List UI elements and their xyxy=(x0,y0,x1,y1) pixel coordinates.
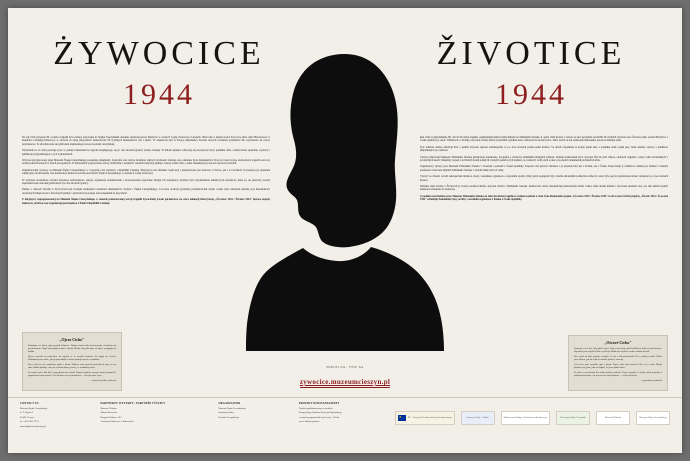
footer-line: Miasto Hawierzów xyxy=(100,412,118,415)
footer-line: Europejskiego Funduszu Rozwoju Regionalnego xyxy=(298,412,342,415)
footer-line: Muzeum Śląska Cieszyńskiego xyxy=(20,407,48,410)
title-word-czech: ŽIVOTICE xyxy=(436,35,626,72)
testimony-paragraph: Przez całą noc nie mogliśmy wyjść z domu. Dopiero rano sąsiedzi powiedzieli nam, co się stało. Matka płakała, a my nie rozumieliśmy jeszcze, że zostaliśmy sami. xyxy=(28,364,116,369)
paragraph: Na rok 1914 przypada 80. rocznica tragedii żywocickiej, nazywanej na Śląsku Cieszyńskim okrutnie określonej przez Niemców w czasie II wojny światowej. 6 sierpnia 1944 roku w miejscowości Żywocice (dziś część Hawierzowa w Republice Czeskiej) hitlerowcy w odwecie za akcję partyzantów zamordowali 36 cywilnych mieszkańców wsi i okolic. W większości byli to Polacy, mieszkańcy Zaolzia, których wcześniej wysiedlono lub wywieziono na roboty przymusowe. Ta zbrodnia stała się symbolem niemieckiego terroru na ziemi cieszyńskiej. xyxy=(22,136,270,146)
testimony-title: „Otcové Cicho" xyxy=(604,340,632,345)
footer-line: Powiatu Cieszyńskiego xyxy=(218,416,239,419)
paragraph: Wystawa przygotowana przez Muzeum Śląska Cieszyńskiego prezentuje dokumenty, fotografie oraz relacje świadków tamtych wydarzeń. Ukazuje ona codzienne życie mieszkańców Żywocic przed wojną, okoliczności tragedii oraz losy rodzin pomordowanych w latach powojennych. W materiałach wykorzystano zbiory archiwalne z polskich i czeskich instytucji pamięci, relacje rodzin ofiar, a także dokumenty procesowe sprawców zbrodni. xyxy=(22,159,270,166)
testimony-title: „Ojcze Cicho" xyxy=(59,337,85,342)
logo-caption: EU – Europejski Fundusz Rozwoju Regionalnego xyxy=(407,417,452,419)
paragraph: Organizátory výstavy jsou Muzeum Těšínského Slezska v Cieszyně a partneři z České republiky. Expozice má putovní charakter a je prezentována jak v Polsku, tak v Česku. Doprovázejí ji vzdělávací setkání pro mládež a vědecké konference věnované dějinám Těšínského Slezska v období druhé světové války. xyxy=(420,165,668,172)
website-url-link[interactable]: zywocice.muzeumcieszyn.pl xyxy=(299,378,391,386)
testimony-signature: — relacja świadka wydarzeń xyxy=(89,380,116,382)
footer-line: Muzeum Śląska Cieszyńskiego xyxy=(218,407,246,410)
logo-muzeum-slaska-cieszynskiego xyxy=(636,411,670,425)
logo-euroregion xyxy=(556,411,590,425)
footer-line: tel. +48 33 851 29 32 xyxy=(20,421,39,424)
logo-caption: Muzeum Śląska Cieszyńskiego xyxy=(639,417,667,419)
logo-caption: Interreg Czechy – Polska xyxy=(466,417,489,419)
title-year-polish: 1944 xyxy=(123,78,195,111)
logo-muzeum-tesinska xyxy=(596,411,630,425)
testimony-box-czech xyxy=(568,335,668,391)
footer-column-contact xyxy=(20,403,47,430)
title-word-polish: ŻYWOCICE xyxy=(53,35,265,72)
footer-column-organizer xyxy=(218,403,245,421)
paragraph: Wydarzenia te do dziś pozostają żywe w pamięci mieszkańców regionu znajdującego się po obu stronach granicy polsko-czeskiej. W dniach pamięci odbywają się uroczystości przy pomniku ofiar, a także liczne spotkania, wystawy i publikacje przypominające o tych wydarzeniach. xyxy=(22,149,270,156)
body-text-czech xyxy=(420,136,668,205)
paragraph: Pamięć o ofiarach zbrodni w Żywocicach jest trwałym elementem tożsamości mieszkańców Zaolzia i Śląska Cieszyńskiego. Coroczne obchody gromadzą przedstawicieli władz, rodzin ofiar, młodzież szkolną oraz mieszkańców okolicznych miejscowości, dla których pamięć o przeszłości pozostaje zobowiązaniem na przyszłość. xyxy=(22,188,270,195)
logo-caption: Ministerstwo Kultury i Dziedzictwa Narodowego xyxy=(503,417,547,419)
title-year-czech: 1944 xyxy=(495,78,567,111)
footer-logo-strip xyxy=(395,411,670,425)
website-caption: WIĘCEJ NA / VÍCE NA xyxy=(326,365,364,369)
testimony-paragraph: Po válce o tom dlouhá léta nikdo nahlas nemluvil. Teprve později se začaly stavět pomníky a pořádat pietní akty. Ale pro nás to nebyla historie — byl to náš život. xyxy=(574,372,662,377)
testimony-paragraph: Celou noc jsme nemohli vyjít z domu. Teprve ráno nám sousedé řekli, co se stalo. Matka plakala a my jsme ještě nechápali, že jsme zůstali sami. xyxy=(574,364,662,369)
paragraph: Výstavy se účastní rovněž samosprávné instituce, školy, veteránské organizace a regionální spolky. Díky jejich spolupráci bylo možné shromáždit jedinečná svědectví, která byla poprvé představena široké veřejnosti po obou stranách hranice. xyxy=(420,175,668,182)
paragraph: Výstava připravená Muzeem Těšínského Slezska představuje dokumenty, fotografie a svědectví pamětníků tehdejších událostí. Ukazuje každodenní život obyvatel Životic před válkou, okolnosti tragédie i osudy rodin zavražděných v poválečných letech. Materiály čerpají z archivních fondů polských i českých paměťových institucí, ze svědectví rodin obětí a také z procesních dokumentů pachatelů zločinu. xyxy=(420,155,668,163)
footer-heading: CONTACT US xyxy=(20,402,39,405)
testimony-paragraph: Otec vyšel na dvůr, protože si myslel, že jde o běžnou kontrolu. Už se nikdy nevrátil. Viděla jsem oknem, jak ho vedli ke stodole spolu se sousedy. xyxy=(574,356,662,361)
logo-caption: Euroregion Śląsk Cieszyński xyxy=(560,417,586,419)
footer-column-funding xyxy=(299,403,342,426)
footer-line: muzeum@muzeumcieszyn.pl xyxy=(20,425,46,428)
paragraph: Organizatorami wystawy są Muzeum Śląska Cieszyńskiego w Cieszynie oraz partnerzy z Republiki Czeskiej. Ekspozycja ma charakter wędrowny i prezentowana jest zarówno w Polsce, jak i w Czechach. Towarzyszą jej spotkania edukacyjne dla młodzieży oraz konferencje naukowe poświęcone historii Śląska Cieszyńskiego w okresie II wojny światowej. xyxy=(22,168,270,176)
footer-line: Archiwum Państwowe w Katowicach xyxy=(100,421,134,424)
paragraph-highlight: Z inicjatywy zaproponowanej na Muzeum Śląska Cieszyńskiego w ramach prezentowanej wersji tragedii żywocickiej trwałe partnerstwo na rzecz edukacji historycznej „Żywocice 1944 / Životice 1944" łączące zespoły badawcze, archiwa oraz organizacje pozarządowe z Polski i Republiki Czeskiej. xyxy=(22,198,270,205)
footer-line: ul. T. Regera 6 xyxy=(20,412,33,415)
footer-line: Muzeum Těšínska xyxy=(100,407,117,410)
title-block-polish xyxy=(14,34,304,112)
logo-caption: Muzeum Těšínska xyxy=(604,417,621,419)
title-block-czech xyxy=(386,34,676,112)
testimony-signature: — vzpomínka pamětníka xyxy=(639,380,662,382)
footer-line: Projekt współfinansowany ze środków xyxy=(298,407,333,410)
paragraph: Rok 1944 si připomínáme 80. výročí životické tragédie, nejsmutnější události připomínané na Těšínském Slezsku. 6. srpna 1944 nacisté v odvetu za akci partyzánů zavraždili 36 civilních obyvatel obce Životice (dnes součást Havířova v České republice) a okolí. Většinou šlo o Poláky, obyvatele Záolší, kteří byli předtím vysídleni nebo odvlečeni na nucené práce. Tento zločin se stal symbolem německého teroru na těšínské zemi. xyxy=(420,136,668,143)
footer-line: w ramach programu Interreg Czechy – Polska xyxy=(298,416,340,419)
testimony-box-polish xyxy=(22,332,122,391)
logo-interreg xyxy=(461,411,495,425)
footer-line: instytucja kultury xyxy=(218,412,234,415)
testimony-paragraph: Po wojnie przez lata nikt o tym głośno nie mówił. Dopiero później zaczęto stawiać pomniki i organizować uroczystości. Ale dla nas to nie była historia — to było nasze życie. xyxy=(28,372,116,377)
footer-column-partners xyxy=(100,403,165,426)
paragraph: Tyto události dodnes zůstávají živé v paměti obyvatel regionu nacházejícího se po obou stranách polsko-české hranice. Ve dnech vzpomínek se konají pietní akty u pomníku obětí, stejně jako četná setkání, výstavy a publikace připomínající tyto události. xyxy=(420,145,668,153)
poster xyxy=(8,8,682,453)
footer-heading: ORGANIZATOR xyxy=(218,402,241,405)
body-text-polish xyxy=(22,136,270,208)
testimony-paragraph: Pamiętam ten dzień, gdy przyszli żołnierze. Byłam wtedy małą dziewczynką i bawiłam się przed domem. Nagle usłyszałam krzyki i strzały. Matka chwyciła mnie za rękę i wciągnęła do środka. xyxy=(28,345,116,353)
eu-flag-icon xyxy=(398,415,406,421)
website-callout xyxy=(235,365,455,389)
logo-eu xyxy=(395,411,455,425)
paragraph: W wystawie uczestniczą również instytucje samorządowe, szkoły, organizacje kombatanckie i stowarzyszenia regionalne. Dzięki ich współpracy możliwe było zgromadzenie unikatowych świadectw, które po raz pierwszy zostały zaprezentowane szerokiej publiczności po obu stronach granicy. xyxy=(22,178,270,186)
footer-heading: PROJEKT DOFINANSOWANY xyxy=(298,402,340,405)
footer xyxy=(8,397,682,453)
testimony-paragraph: Ojciec wyszedł na podwórko, bo myślał, że to zwykła kontrola. Już nigdy nie wrócił. Widziałam przez okno, jak go prowadzili w stronę stodoły razem z sąsiadami. xyxy=(28,356,116,361)
testimony-paragraph: Pamatuji si ten den, kdy přišli vojáci. Byla jsem tehdy malá holčička a hrála si před domem. Najednou jsem uslyšela křik a výstřely. Matka mě chytila za ruku a vtáhla dovnitř. xyxy=(574,348,662,353)
footer-heading: PARTNERZY WYSTAWY / PARTNEŘI VÝSTAVY xyxy=(100,402,166,405)
footer-line: 43-400 Cieszyn xyxy=(20,416,34,419)
footer-line: Kongres Polaków w RC xyxy=(100,416,122,419)
footer-line: oraz z budżetu państwa xyxy=(298,421,320,424)
logo-ministry xyxy=(501,411,550,425)
paragraph-highlight: Z podnětu navrženého proto Muzeem Těšínského Slezska na téma životické tragédie se reálnou součástí a vznic bylo dlouhodobé spojení „Żywocice 1944 / Životice 1944" tvoří se nové tvůrčí projekty „Životic 1944 / Żywocice 1944" sdružující badatelské týmy, archivy a nevládní organizace z Polska a České republiky. xyxy=(420,194,668,202)
paragraph: Památka obětí zločinu v Životicích je trvalou součástí identity obyvatel Záolší a Těšínského Slezska. Každoroční oslavy shromažďují představitele úřadů, rodiny obětí, školní mládež i obyvatele okolních obcí, pro něž zůstává paměť minulosti závazkem do budoucna. xyxy=(420,185,668,192)
